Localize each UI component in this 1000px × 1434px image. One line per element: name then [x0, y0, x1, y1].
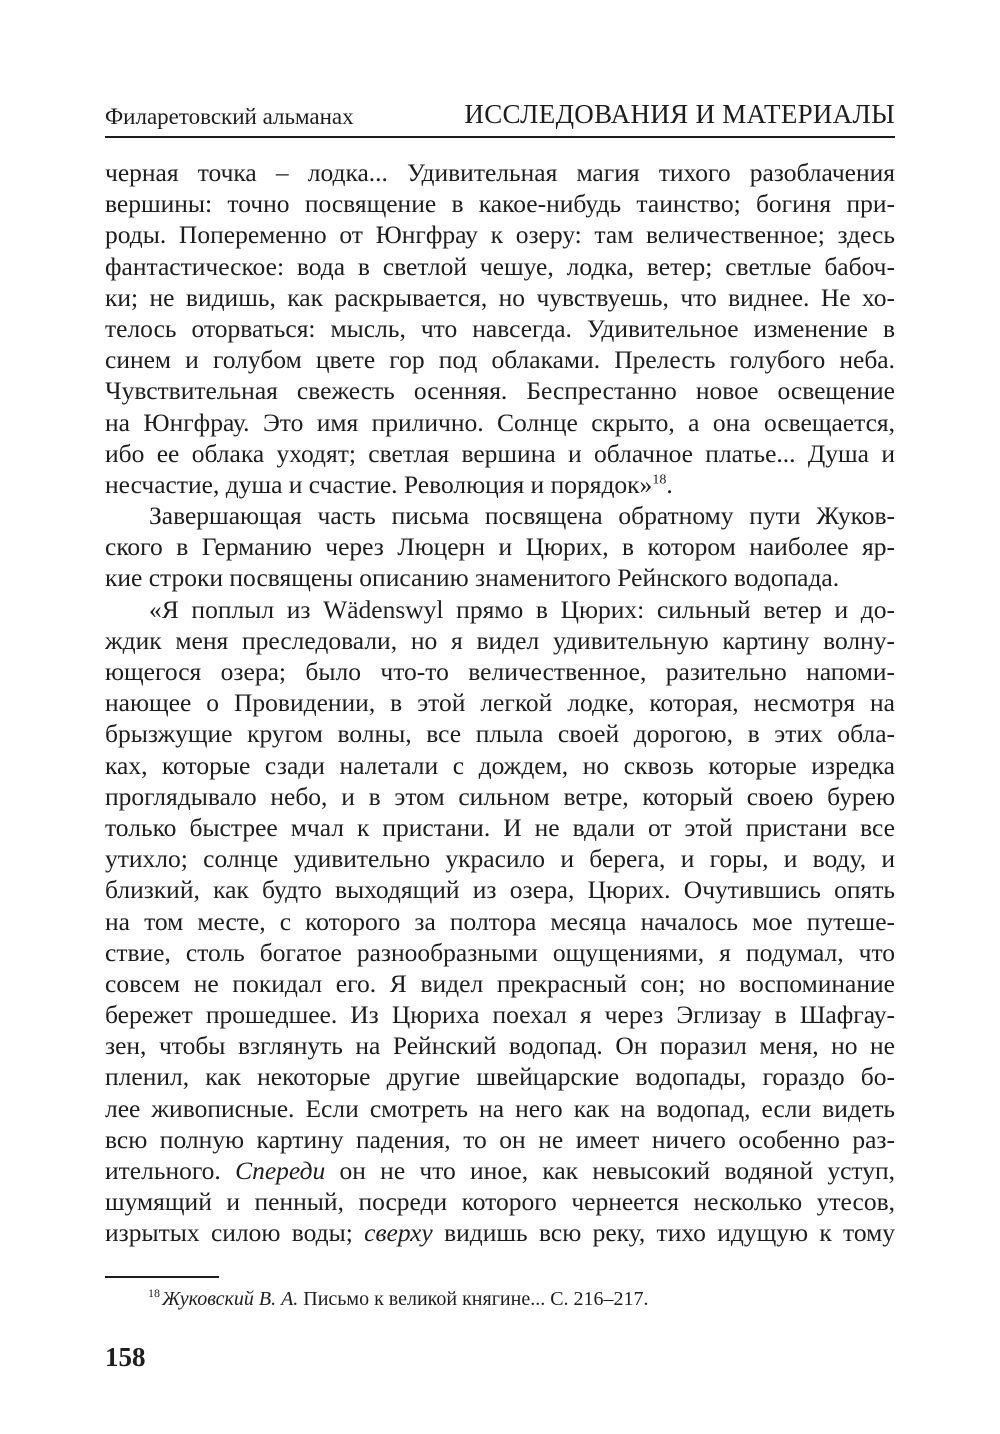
running-header [105, 96, 895, 138]
text-line [105, 1093, 895, 1124]
line-text: зен, чтобы взглянуть на Рейнский водопад. Он поразил меня, но не [105, 1031, 895, 1061]
line-text: роды. Попеременно от Юнгфрау к озеру: там величественное; здесь [105, 220, 895, 250]
footnote-reference[interactable]: 18 [652, 472, 667, 488]
line-text: проглядывало небо, и в этом сильном ветре, который своею бурею [105, 781, 895, 811]
text-line [105, 656, 895, 687]
page-number: 158 [105, 1342, 146, 1372]
line-text: только быстрее мчал к пристани. И не вдали от этой пристани все [105, 812, 895, 842]
line-text: ждик меня преследовали, но я видел удивительную картину волну- [105, 625, 895, 655]
line-text: Завершающая часть письма посвящена обратному пути Жуков- [149, 501, 895, 531]
line-text: несчастие, душа и счастие. Революция и порядок» [105, 469, 653, 499]
text-line [105, 375, 895, 406]
text-line [105, 251, 895, 282]
line-text-tail: он не что иное, как невысокий водяной уступ, [325, 1156, 895, 1185]
section-title: ИССЛЕДОВАНИЯ И МАТЕРИАЛЫ [464, 99, 895, 129]
text-line [105, 469, 895, 500]
text-line [105, 999, 895, 1030]
emphasis: Спереди [235, 1156, 326, 1185]
text-line [105, 1217, 895, 1248]
emphasis: сверху [364, 1218, 433, 1248]
text-line [105, 188, 895, 219]
footnote-text: Письмо к великой княгине... С. 216–217. [298, 1288, 649, 1310]
footnote-author: Жуковский В. А. [162, 1288, 299, 1310]
line-text-tail: видишь всю реку, тихо идущую к тому [432, 1218, 895, 1248]
line-text: совсем не покидал его. Я видел прекрасный сон; но воспоминание [105, 968, 895, 998]
line-text: пленил, как некоторые другие швейцарские водопады, гораздо бо- [105, 1062, 895, 1092]
line-text: лее живописные. Если смотреть на него как на водопад, если видеть [105, 1093, 895, 1123]
text-line [105, 906, 895, 937]
line-text: Чувствительная свежесть осенняя. Беспрестанно новое освещение [105, 376, 895, 406]
line-text: ки; не видишь, как раскрывается, но чувствуешь, что виднее. Не хо- [105, 282, 895, 312]
text-line [105, 874, 895, 905]
line-text: «Я поплыл из Wädenswyl прямо в Цюрих: сильный ветер и до- [149, 594, 895, 624]
text-line [105, 687, 895, 718]
footnote-divider [105, 1276, 219, 1278]
text-line [105, 157, 895, 188]
text-line [105, 282, 895, 313]
text-line [105, 843, 895, 874]
line-text: ибо ее облака уходят; светлая вершина и облачное платье... Душа и [105, 438, 895, 468]
line-text: синем и голубом цвете гор под облаками. Прелесть голубого неба. [105, 345, 895, 375]
line-text: на Юнгфрау. Это имя прилично. Солнце скрыто, а она освещается, [105, 407, 895, 437]
text-line [105, 718, 895, 749]
text-line [105, 1186, 895, 1217]
line-text: кие строки посвящены описанию знаменитого Рейнского водопада. [105, 563, 840, 593]
line-text: черная точка – лодка... Удивительная магия тихого разоблачения [105, 158, 895, 187]
text-line [105, 968, 895, 999]
line-text: ющегося озера; было что-то величественное, разительно напоми- [105, 657, 895, 686]
text-line [105, 344, 895, 375]
text-line [105, 219, 895, 250]
line-text: ского в Германию через Люцерн и Цюрих, в котором наиболее яр- [105, 532, 895, 562]
text-line [105, 1124, 895, 1155]
line-text: шумящий и пенный, посреди которого чернеется несколько утесов, [105, 1187, 895, 1217]
footnote [148, 1288, 649, 1311]
footnote-number: 18 [148, 1286, 160, 1301]
text-line [105, 625, 895, 656]
line-text: утихло; солнце удивительно украсило и берега, и горы, и воду, и [105, 844, 895, 874]
text-line [105, 1155, 895, 1186]
text-line [105, 1061, 895, 1092]
text-line [105, 750, 895, 781]
line-text: изрытых силою воды; [105, 1218, 365, 1248]
text-line [105, 594, 895, 625]
line-text: нающее о Провидении, в этой легкой лодке, которая, несмотря на [105, 688, 895, 718]
text-line [105, 937, 895, 968]
line-text: брызжущие кругом волны, все плыла своей дорогою, в этих обла- [105, 719, 895, 749]
journal-title: Филаретовский альманах [105, 104, 354, 129]
text-line [105, 407, 895, 438]
text-line [105, 531, 895, 562]
text-line [105, 781, 895, 812]
text-line [105, 438, 895, 469]
line-text: ствие, столь богатое разнообразными ощущениями, я подумал, что [105, 937, 895, 967]
line-text: на том месте, с которого за полтора месяца началось мое путеше- [105, 906, 895, 936]
line-text-tail: . [666, 469, 673, 499]
line-text: фантастическое: вода в светлой чешуе, лодка, ветер; светлые бабоч- [105, 251, 895, 281]
line-text: телось оторваться: мысль, что навсегда. Удивительное изменение в [105, 313, 895, 343]
line-text: бережет прошедшее. Из Цюриха поехал я через Эглизау в Шафгау- [105, 1000, 895, 1030]
line-text: вершины: точно посвящение в какое-нибудь таинство; богиня при- [105, 189, 895, 219]
line-text: близкий, как будто выходящий из озера, Цюрих. Очутившись опять [105, 875, 895, 905]
line-text: ительного. [105, 1156, 236, 1185]
line-text: ках, которые сзади налетали с дождем, но сквозь которые изредка [105, 750, 895, 780]
text-line [105, 313, 895, 344]
text-line [105, 812, 895, 843]
text-line [105, 500, 895, 531]
main-text [105, 157, 895, 1249]
line-text: всю полную картину падения, то он не имеет ничего особенно раз- [105, 1124, 895, 1154]
text-line [105, 562, 895, 593]
text-line [105, 1030, 895, 1061]
